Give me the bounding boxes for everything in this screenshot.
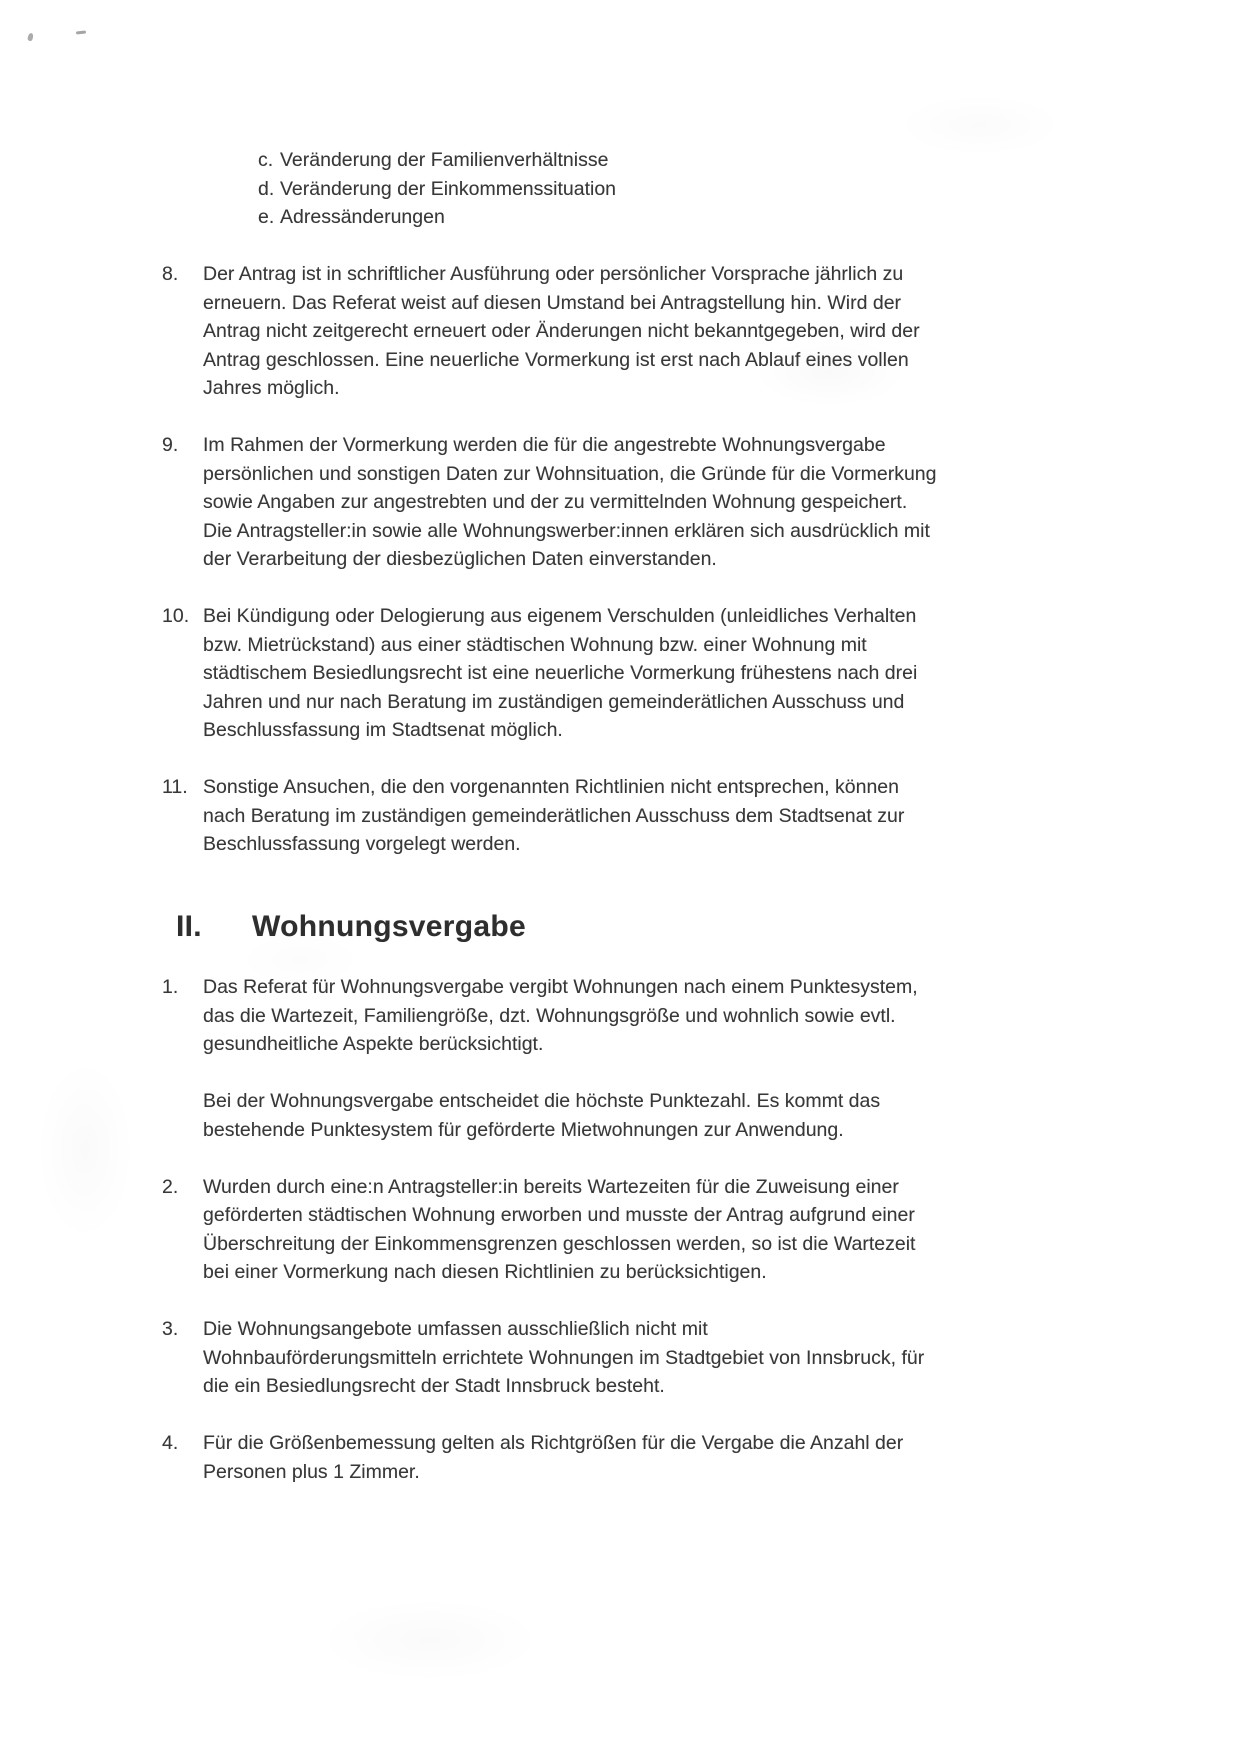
item-text: Veränderung der Einkommenssituation <box>280 177 617 200</box>
item-number: 2. <box>162 1175 179 1198</box>
numbered-item-2 <box>162 1173 1240 1287</box>
list-item-c <box>258 146 1240 175</box>
lettered-sub-list <box>258 146 1240 232</box>
section-title: Wohnungsvergabe <box>252 909 526 943</box>
numbered-item-3 <box>162 1315 1240 1401</box>
item-text: Die Wohnungsangebote umfassen ausschließlich nicht mit Wohnbauförderungsmitteln errichtete Wohnungen im Stadtgebiet von Innsbruck, für die ein Besiedlungsrecht der Stadt Innsbruck besteht. <box>203 1318 925 1397</box>
item-text: Bei Kündigung oder Delogierung aus eigenem Verschulden (unleidliches Verhalten bzw. Mietrückstand) aus einer städtischen Wohnung bzw. einer Wohnung mit städtischem Besiedlungsrecht ist eine neuerliche Vormerkung frühestens nach drei Jahren und nur nach Beratung im zuständigen gemeinderätlichen Ausschuss und Beschlussfassung im Stadtsenat möglich. <box>203 605 918 741</box>
item-text: Sonstige Ansuchen, die den vorgenannten Richtlinien nicht entsprechen, können nach Beratung im zuständigen gemeinderätlichen Ausschuss dem Stadtsenat zur Beschlussfassung vorgelegt werden. <box>203 776 905 855</box>
item-marker: e. <box>258 206 275 228</box>
item-marker: d. <box>258 177 275 200</box>
item-number: 11. <box>162 776 188 798</box>
item-marker: c. <box>258 149 274 171</box>
item-number: 4. <box>162 1432 179 1454</box>
list-item-e <box>258 203 1240 232</box>
numbered-item-11 <box>162 773 1240 859</box>
item-text: Im Rahmen der Vormerkung werden die für die angestrebte Wohnungsvergabe persönlichen und sonstigen Daten zur Wohnsituation, die Gründe für die Vormerkung sowie Angaben zur angestrebten und der zu vermittelnden Wohnung gespeichert. Die Antragsteller:in sowie alle Wohnungswerber:innen erklären sich ausdrücklich mit der Verarbeitung der diesbezüglichen Daten einverstanden. <box>203 434 937 570</box>
item-number: 3. <box>162 1318 179 1340</box>
section-heading <box>176 908 1240 945</box>
item-number: 10. <box>162 605 190 627</box>
numbered-item-8 <box>162 260 1240 403</box>
item-number: 9. <box>162 434 179 456</box>
numbered-item-10 <box>162 602 1240 745</box>
numbered-item-1 <box>162 973 1240 1144</box>
item-number: 8. <box>162 263 179 285</box>
item-text: Wurden durch eine:n Antragsteller:in bereits Wartezeiten für die Zuweisung einer geförderten städtischen Wohnung erworben und musste der Antrag aufgrund einer Überschreitung der Einkommensgrenzen geschlossen werden, so ist die Wartezeit bei einer Vormerkung nach diesen Richtlinien zu berücksichtigen. <box>203 1175 916 1283</box>
item-text: Das Referat für Wohnungsvergabe vergibt Wohnungen nach einem Punktesystem, das die Wartezeit, Familiengröße, dzt. Wohnungsgröße und wohnlich sowie evtl. gesundheitliche Aspekte berücksichtigt. Bei der Wohnungsvergabe entscheidet die höchste Punktezahl. Es kommt das bestehende Punktesystem für geförderte Mietwohnungen zur Anwendung. <box>203 976 918 1141</box>
item-text: Veränderung der Familienverhältnisse <box>280 149 609 171</box>
section-numeral: II. <box>176 909 202 943</box>
item-number: 1. <box>162 976 179 998</box>
item-text: Adressänderungen <box>280 206 445 228</box>
list-item-d <box>258 175 1240 204</box>
numbered-item-4 <box>162 1429 1240 1486</box>
item-text: Für die Größenbemessung gelten als Richtgrößen für die Vergabe die Anzahl der Personen plus 1 Zimmer. <box>203 1432 904 1483</box>
item-text: Der Antrag ist in schriftlicher Ausführung oder persönlicher Vorsprache jährlich zu erneuern. Das Referat weist auf diesen Umstand bei Antragstellung hin. Wird der Antrag nicht zeitgerecht erneuert oder Änderungen nicht bekanntgegeben, wird der Antrag geschlossen. Eine neuerliche Vormerkung ist erst nach Ablauf eines vollen Jahres möglich. <box>203 263 920 399</box>
numbered-item-9 <box>162 431 1240 574</box>
